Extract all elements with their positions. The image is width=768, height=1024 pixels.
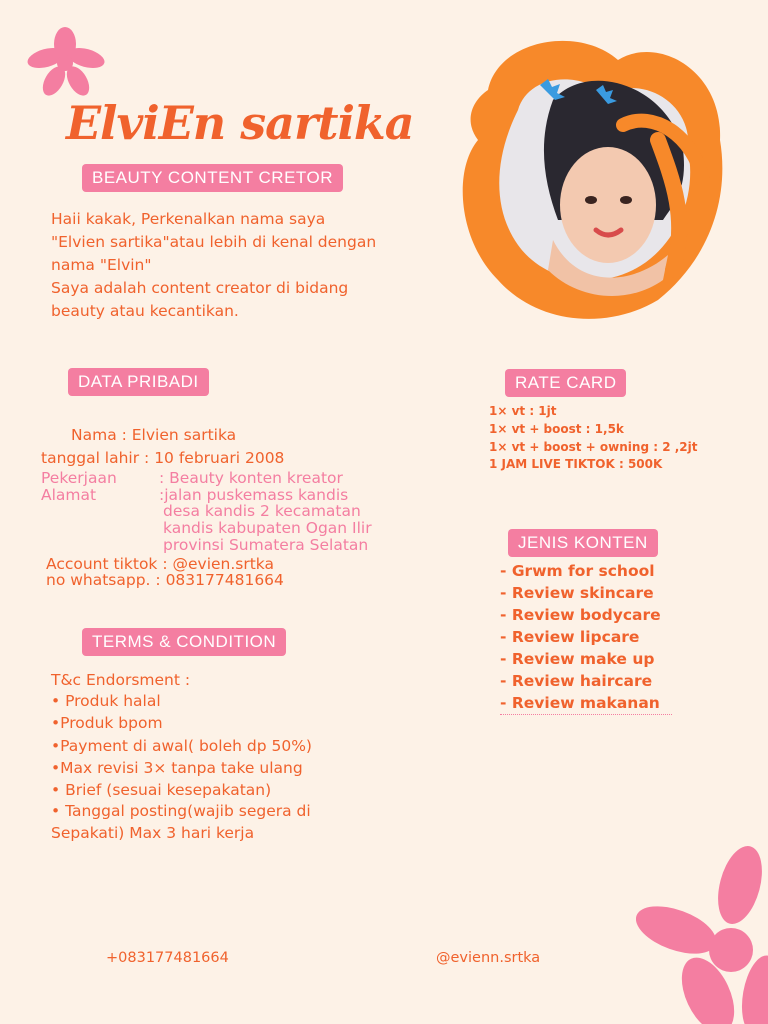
pekerjaan-value: : Beauty konten kreator (159, 469, 343, 487)
data-pribadi-heading: DATA PRIBADI (68, 368, 209, 396)
footer-phone: +083177481664 (106, 950, 229, 966)
rate-item: 1 JAM LIVE TIKTOK : 500K (489, 457, 663, 471)
page-title: ElviEn sartika (66, 96, 414, 150)
rate-card-heading: RATE CARD (505, 369, 626, 397)
profile-photo (458, 30, 730, 328)
content-type-item: - Review lipcare (500, 628, 640, 646)
terms-line: •Max revisi 3× tanpa take ulang (51, 759, 303, 777)
flower-icon (636, 845, 768, 1024)
terms-heading: TERMS & CONDITION (82, 628, 286, 656)
rate-item: 1× vt : 1jt (489, 404, 557, 418)
rate-item: 1× vt + boost + owning : 2 ,2jt (489, 440, 698, 454)
content-type-item: - Review make up (500, 650, 655, 668)
terms-line: T&c Endorsment : (51, 671, 191, 689)
terms-line: Sepakati) Max 3 hari kerja (51, 824, 255, 842)
intro-line: Haii kakak, Perkenalkan nama saya (51, 210, 326, 228)
whatsapp-row: no whatsapp. : 083177481664 (46, 571, 284, 589)
tiktok-row: Account tiktok : @evien.srtka (46, 555, 275, 573)
content-type-item: - Review makanan (500, 694, 660, 712)
jenis-konten-heading: JENIS KONTEN (508, 529, 658, 557)
rate-item: 1× vt + boost : 1,5k (489, 422, 624, 436)
terms-line: • Tanggal posting(wajib segera di (51, 802, 311, 820)
alamat-line: desa kandis 2 kecamatan (163, 502, 361, 520)
tanggal-lahir-row: tanggal lahir : 10 februari 2008 (41, 449, 285, 467)
terms-line: •Payment di awal( boleh dp 50%) (51, 737, 312, 755)
intro-text (51, 208, 411, 323)
nama-row: Nama : Elvien sartika (71, 426, 237, 444)
content-type-item: - Review haircare (500, 672, 653, 690)
terms-line: • Brief (sesuai kesepakatan) (51, 781, 272, 799)
role-badge: BEAUTY CONTENT CRETOR (82, 164, 343, 192)
dotted-divider (500, 714, 672, 715)
terms-line: • Produk halal (51, 692, 161, 710)
alamat-line: kandis kabupaten Ogan Ilir (163, 519, 372, 537)
alamat-label: Alamat (41, 486, 97, 504)
flower-icon (24, 26, 106, 98)
alamat-line: :jalan puskemass kandis (159, 486, 349, 504)
intro-line: beauty atau kecantikan. (51, 302, 239, 320)
footer-handle: @evienn.srtka (436, 950, 541, 966)
content-type-item: - Grwm for school (500, 562, 655, 580)
content-type-item: - Review skincare (500, 584, 654, 602)
intro-line: nama "Elvin" (51, 256, 152, 274)
alamat-line: provinsi Sumatera Selatan (163, 536, 369, 554)
terms-line: •Produk bpom (51, 714, 163, 732)
intro-line: Saya adalah content creator di bidang (51, 279, 349, 297)
content-type-item: - Review bodycare (500, 606, 661, 624)
pekerjaan-label: Pekerjaan (41, 469, 117, 487)
intro-line: "Elvien sartika"atau lebih di kenal dengan (51, 233, 377, 251)
